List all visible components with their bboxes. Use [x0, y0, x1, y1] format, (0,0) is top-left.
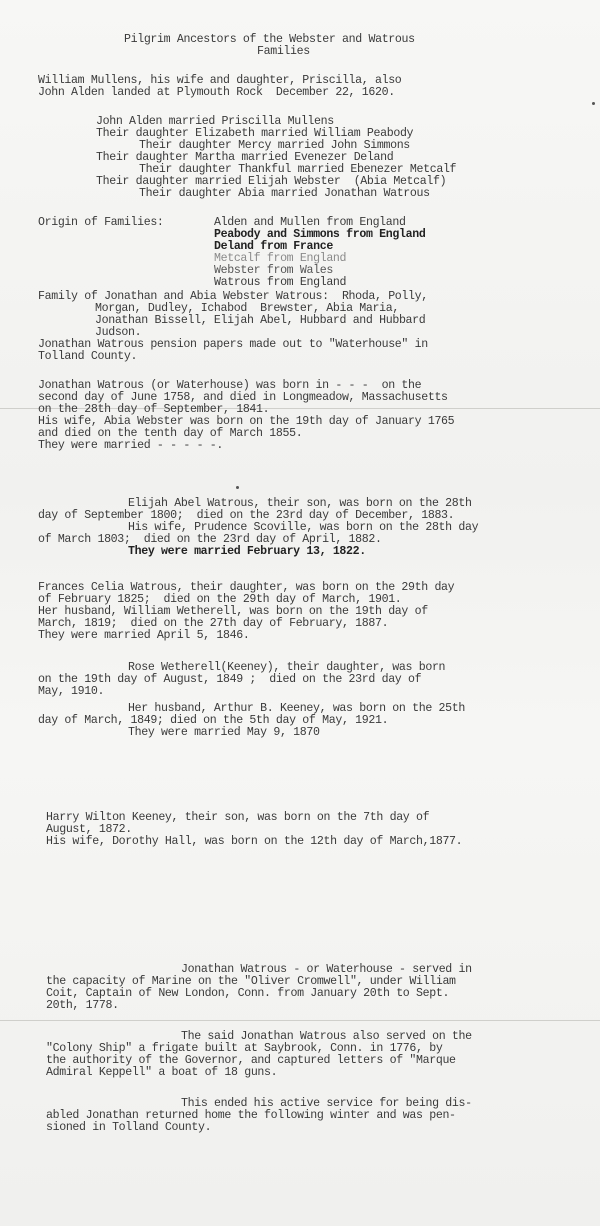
elijah-line: His wife, Prudence Scoville, was born on the 28th day	[128, 521, 479, 534]
harry-line: Harry Wilton Keeney, their son, was born on the 7th day of	[46, 811, 430, 824]
service-line: abled Jonathan returned home the following winter and was pen-	[46, 1109, 456, 1122]
jonathan-line: They were married - - - - -.	[38, 439, 224, 452]
elijah-line: They were married February 13, 1822.	[128, 545, 366, 558]
ink-speck	[592, 102, 595, 105]
jonathan-line: on the 28th day of September, 1841.	[38, 403, 270, 416]
elijah-line: day of September 1800; died on the 23rd day of December, 1883.	[38, 509, 455, 522]
frances-line: March, 1819; died on the 27th day of February, 1887.	[38, 617, 389, 630]
origin-line: Peabody and Simmons from England	[214, 228, 426, 241]
lineage-line: Their daughter Mercy married John Simmons	[139, 139, 410, 152]
elijah-line: of March 1803; died on the 23rd day of April, 1882.	[38, 533, 382, 546]
family-line: Morgan, Dudley, Ichabod Brewster, Abia Maria,	[95, 302, 399, 315]
service-line: Admiral Keppell" a boat of 18 guns.	[46, 1066, 278, 1079]
elijah-line: Elijah Abel Watrous, their son, was born on the 28th	[128, 497, 472, 510]
service-line: This ended his active service for being dis-	[181, 1097, 472, 1110]
frances-line: Frances Celia Watrous, their daughter, was born on the 29th day	[38, 581, 455, 594]
frances-line: They were married April 5, 1846.	[38, 629, 250, 642]
service-line: sioned in Tolland County.	[46, 1121, 212, 1134]
service-line: the authority of the Governor, and captured letters of "Marque	[46, 1054, 456, 1067]
pension-line: Tolland County.	[38, 350, 138, 363]
rose-line: on the 19th day of August, 1849 ; died on the 23rd day of	[38, 673, 422, 686]
fold-line	[0, 1020, 600, 1021]
jonathan-line: Jonathan Watrous (or Waterhouse) was born in - - - on the	[38, 379, 422, 392]
jonathan-line: and died on the tenth day of March 1855.	[38, 427, 303, 440]
origin-line: Deland from France	[214, 240, 333, 253]
origin-line: Alden and Mullen from England	[214, 216, 406, 229]
jonathan-line: His wife, Abia Webster was born on the 19th day of January 1765	[38, 415, 455, 428]
lineage-line: Their daughter Elizabeth married William Peabody	[96, 127, 414, 140]
frances-line: of February 1825; died on the 29th day of March, 1901.	[38, 593, 402, 606]
origin-line: Watrous from England	[214, 276, 347, 289]
origin-line: Webster from Wales	[214, 264, 333, 277]
service-line: The said Jonathan Watrous also served on the	[181, 1030, 472, 1043]
harry-line: His wife, Dorothy Hall, was born on the 12th day of March,1877.	[46, 835, 463, 848]
origin-label: Origin of Families:	[38, 216, 164, 229]
document-title-line2: Families	[257, 45, 310, 58]
frances-line: Her husband, William Wetherell, was born on the 19th day of	[38, 605, 428, 618]
service-line: Jonathan Watrous - or Waterhouse - served in	[181, 963, 472, 976]
lineage-line: John Alden married Priscilla Mullens	[96, 115, 334, 128]
family-line: Family of Jonathan and Abia Webster Watrous: Rhoda, Polly,	[38, 290, 428, 303]
service-line: "Colony Ship" a frigate built at Saybrook, Conn. in 1776, by	[46, 1042, 443, 1055]
rose-line: May, 1910.	[38, 685, 105, 698]
rose-line: Rose Wetherell(Keeney), their daughter, was born	[128, 661, 446, 674]
lineage-line: Their daughter Abia married Jonathan Watrous	[139, 187, 430, 200]
lineage-line: Their daughter married Elijah Webster (Abia Metcalf)	[96, 175, 447, 188]
intro-line: John Alden landed at Plymouth Rock December 22, 1620.	[38, 86, 395, 99]
harry-line: August, 1872.	[46, 823, 132, 836]
rose-line: day of March, 1849; died on the 5th day of May, 1921.	[38, 714, 389, 727]
jonathan-line: second day of June 1758, and died in Longmeadow, Massachusetts	[38, 391, 448, 404]
ink-speck	[236, 486, 239, 489]
family-line: Jonathan Bissell, Elijah Abel, Hubbard and Hubbard	[95, 314, 426, 327]
rose-line: They were married May 9, 1870	[128, 726, 320, 739]
pension-line: Jonathan Watrous pension papers made out to "Waterhouse" in	[38, 338, 428, 351]
origin-line: Metcalf from England	[214, 252, 347, 265]
intro-line: William Mullens, his wife and daughter, Priscilla, also	[38, 74, 402, 87]
service-line: Coit, Captain of New London, Conn. from January 20th to Sept.	[46, 987, 450, 1000]
service-line: 20th, 1778.	[46, 999, 119, 1012]
document-title: Pilgrim Ancestors of the Webster and Watrous	[124, 33, 415, 46]
rose-line: Her husband, Arthur B. Keeney, was born on the 25th	[128, 702, 465, 715]
service-line: the capacity of Marine on the "Oliver Cromwell", under William	[46, 975, 456, 988]
family-line: Judson.	[95, 326, 142, 339]
lineage-line: Their daughter Thankful married Ebenezer Metcalf	[139, 163, 457, 176]
lineage-line: Their daughter Martha married Evenezer Deland	[96, 151, 394, 164]
